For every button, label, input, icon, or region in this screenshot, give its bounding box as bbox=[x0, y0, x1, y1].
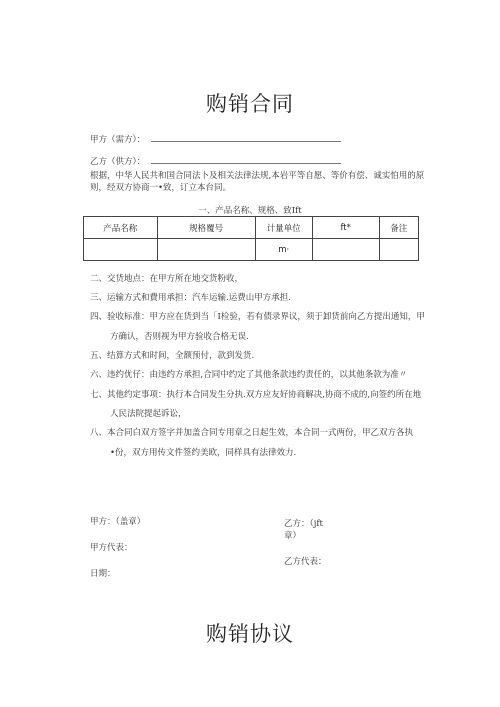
document-title: 购销合同 bbox=[206, 92, 294, 116]
party-a-line bbox=[90, 132, 341, 146]
party-a-label: 甲方（需方）： bbox=[90, 135, 146, 145]
party-b-blank bbox=[151, 154, 341, 164]
table-cell: m· bbox=[255, 239, 312, 261]
table-header-cell: 备注 bbox=[379, 217, 418, 239]
clause-5: 五、结算方式和时间，全额预付，款到发货. bbox=[90, 351, 255, 361]
date-label: 日期： bbox=[90, 569, 116, 579]
clause-3: 三、运输方式和費用承担：汽车运输.运费山甲方承担. bbox=[90, 293, 291, 303]
section-1-title: 一、产品名称、规格、致Ift bbox=[198, 206, 302, 216]
clause-8-cont: •份，双方用传文件签约美欧，同样具有法律效力. bbox=[110, 448, 297, 458]
table-header-row bbox=[84, 217, 419, 239]
clause-7-cont: 人民法院提起诉讼， bbox=[110, 409, 187, 419]
clause-6: 六、违约优仔：由违约方承担,合同中约定了其他条款违约责任的，以其他条款为准〃 bbox=[90, 370, 408, 380]
party-b-label: 乙方（供方）： bbox=[90, 157, 146, 167]
table-row bbox=[84, 239, 419, 261]
table-cell bbox=[157, 239, 255, 261]
goods-table bbox=[83, 216, 419, 261]
table-header-cell: ft* bbox=[312, 217, 379, 239]
clause-4-cont: 方确认，否则视为甲方验收合格无误. bbox=[110, 332, 249, 342]
clause-8: 八、本合同白双方签字并加盖合同专用章之日起生效，本合同一式两份，甲乙双方各执 bbox=[90, 428, 414, 438]
party-b-seal: 乙方：（jft bbox=[284, 519, 323, 529]
party-a-seal: 甲方：（盖章） bbox=[90, 517, 146, 527]
clause-7: 七、其他约定事项：执行本合同发生分执.双方应友好协商解决,协商不成的,向签约所在地 bbox=[90, 390, 422, 400]
table-cell bbox=[84, 239, 158, 261]
table-header-cell: 规格覆号 bbox=[157, 217, 255, 239]
clause-4: 四、验收标准：甲方应在货到当「I检验，若有债录界议，须于卸货前向乙方提出通知，甲 bbox=[90, 312, 425, 322]
party-a-blank bbox=[151, 132, 341, 142]
party-b-line bbox=[90, 154, 341, 168]
party-a-representative: 甲方代表： bbox=[90, 543, 133, 553]
table-header-cell: 产品名称 bbox=[84, 217, 158, 239]
intro-line-1: 根据，中华人民共和国合同法卜及相关法律法规,本岩平等自愿、等价有偿、诚实怕用的原 bbox=[90, 171, 425, 181]
clause-2: 二、交货地点：在甲方所在地交货粉收， bbox=[90, 274, 244, 284]
table-header-cell: 计量单位 bbox=[255, 217, 312, 239]
intro-line-2: 则，经双方协商一•致，订立本台同。 bbox=[90, 183, 232, 193]
party-b-representative: 乙方代表： bbox=[284, 557, 327, 567]
party-b-seal-cont: 章） bbox=[284, 531, 302, 541]
table-cell bbox=[379, 239, 418, 261]
second-document-title: 购销协议 bbox=[206, 622, 294, 646]
table-cell bbox=[312, 239, 379, 261]
